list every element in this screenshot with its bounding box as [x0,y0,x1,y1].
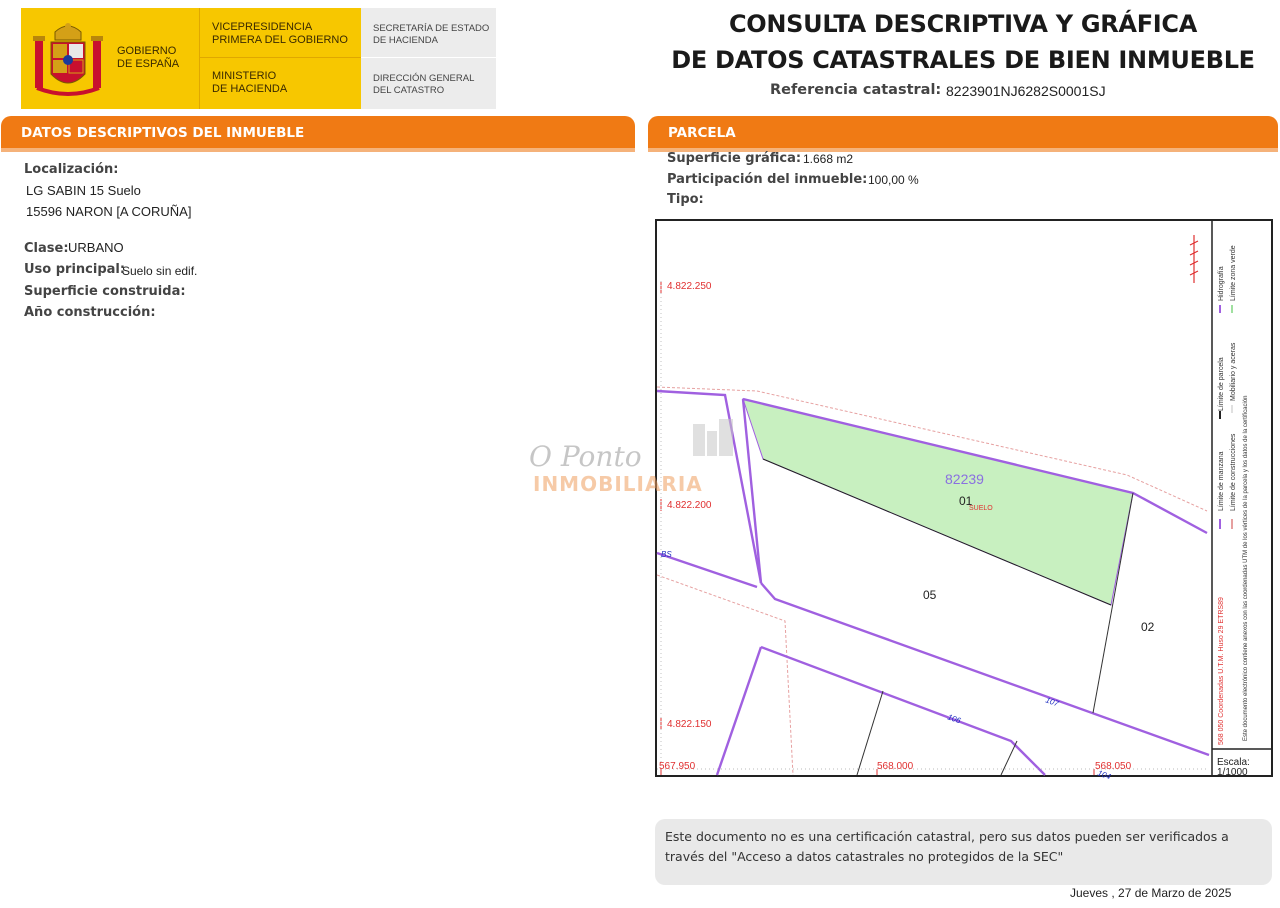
street-mark-106: 106 [946,712,962,726]
watermark-text-1: O Ponto [529,440,642,473]
sup-grafica-value: 1.668 m2 [803,152,854,166]
gobierno-text: GOBIERNO DE ESPAÑA [117,45,180,70]
legend-parcela: Límite de parcela [1218,357,1225,411]
north-arrow-icon [1190,235,1198,283]
secretaria-text: SECRETARÍA DE ESTADO DE HACIENDA [373,23,490,46]
parcela-header [648,116,1278,148]
note-line-1: Este documento no es una certificación catastral, pero sus datos pueden ser verificados a [665,829,1229,844]
y-coord-1: 4.822.250 [667,281,712,292]
scale-label: Escala: [1217,757,1250,768]
sup-grafica-label: Superficie gráfica: [667,151,802,166]
x-coord-1: 567.950 [659,761,696,772]
legend-coord: 568 050 Coordenadas U.T.M. Huso 29 ETRS89 [1218,597,1225,745]
title-line-2: DE DATOS CATASTRALES DE BIEN INMUEBLE [671,46,1255,74]
legend-manzana: Límite de manzana [1218,451,1225,511]
street-mark-104: 104 [1096,768,1112,782]
legend-construcciones: Límite de construcciones [1230,433,1237,511]
legend-mobiliario: Mobiliario y aceras [1230,342,1237,401]
uso-value: Suelo sin edif. [122,264,198,278]
document-date: Jueves , 27 de Marzo de 2025 [1070,886,1232,900]
legend-hidrografia: Hidrografía [1218,266,1225,301]
direccion-text: DIRECCIÓN GENERAL DEL CATASTRO [373,73,475,96]
descriptive-data-title: DATOS DESCRIPTIVOS DEL INMUEBLE [21,125,305,141]
title-line-1: CONSULTA DESCRIPTIVA Y GRÁFICA [728,10,1198,38]
parcel-02: 02 [1141,620,1155,634]
localizacion-line-1: LG SABIN 15 Suelo [26,183,141,198]
parcel-number: 82239 [945,471,984,487]
scale-value: 1/1000 [1217,767,1248,778]
descriptive-data-header [1,116,635,148]
document-title [650,6,1276,78]
x-coord-3: 568.050 [1095,761,1132,772]
vicepresidencia-text: VICEPRESIDENCIA PRIMERA DEL GOBIERNO [212,21,348,46]
y-coord-3: 4.822.150 [667,719,712,730]
suelo-label: SUELO [969,505,993,512]
anio-label: Año construcción: [24,305,156,320]
parcel-05: 05 [923,588,937,602]
participacion-value: 100,00 % [868,173,919,187]
clase-label: Clase: [24,241,69,256]
x-coord-2: 568.000 [877,761,914,772]
uso-label: Uso principal: [24,262,126,277]
participacion-label: Participación del inmueble: [667,172,868,187]
government-logo-block [21,8,496,109]
map-svg [529,221,1271,782]
watermark-text-2: INMOBILIARIA [533,472,703,496]
street-mark-bs: BS [661,550,672,559]
watermark-logo [529,419,733,496]
localizacion-label: Localización: [24,162,119,177]
ministerio-text: MINISTERIO DE HACIENDA [212,70,288,95]
cadastral-map[interactable] [529,219,1273,782]
superficie-label: Superficie construida: [24,284,186,299]
ref-value: 8223901NJ6282S0001SJ [946,83,1106,99]
legend-zona-verde: Límite zona verde [1230,245,1237,301]
street-mark-107: 107 [1044,695,1060,709]
tipo-label: Tipo: [667,192,704,207]
note-line-2: través del "Acceso a datos catastrales no protegidos de la SEC" [665,849,1064,864]
legend-note: Este documento electrónico contiene anexos con las coordenadas UTM de los vértices de la parcela y los datos de la certificación [1243,395,1249,741]
ref-label: Referencia catastral: [770,82,942,98]
disclaimer-note [655,819,1272,885]
localizacion-line-2: 15596 NARON [A CORUÑA] [26,204,192,219]
y-coord-2: 4.822.200 [667,500,712,511]
spain-crest-icon [33,20,103,98]
parcela-title: PARCELA [668,125,736,141]
logo-yellow-panel [21,8,361,109]
subparcel-01: 01 [959,494,973,508]
clase-value: URBANO [68,240,124,255]
